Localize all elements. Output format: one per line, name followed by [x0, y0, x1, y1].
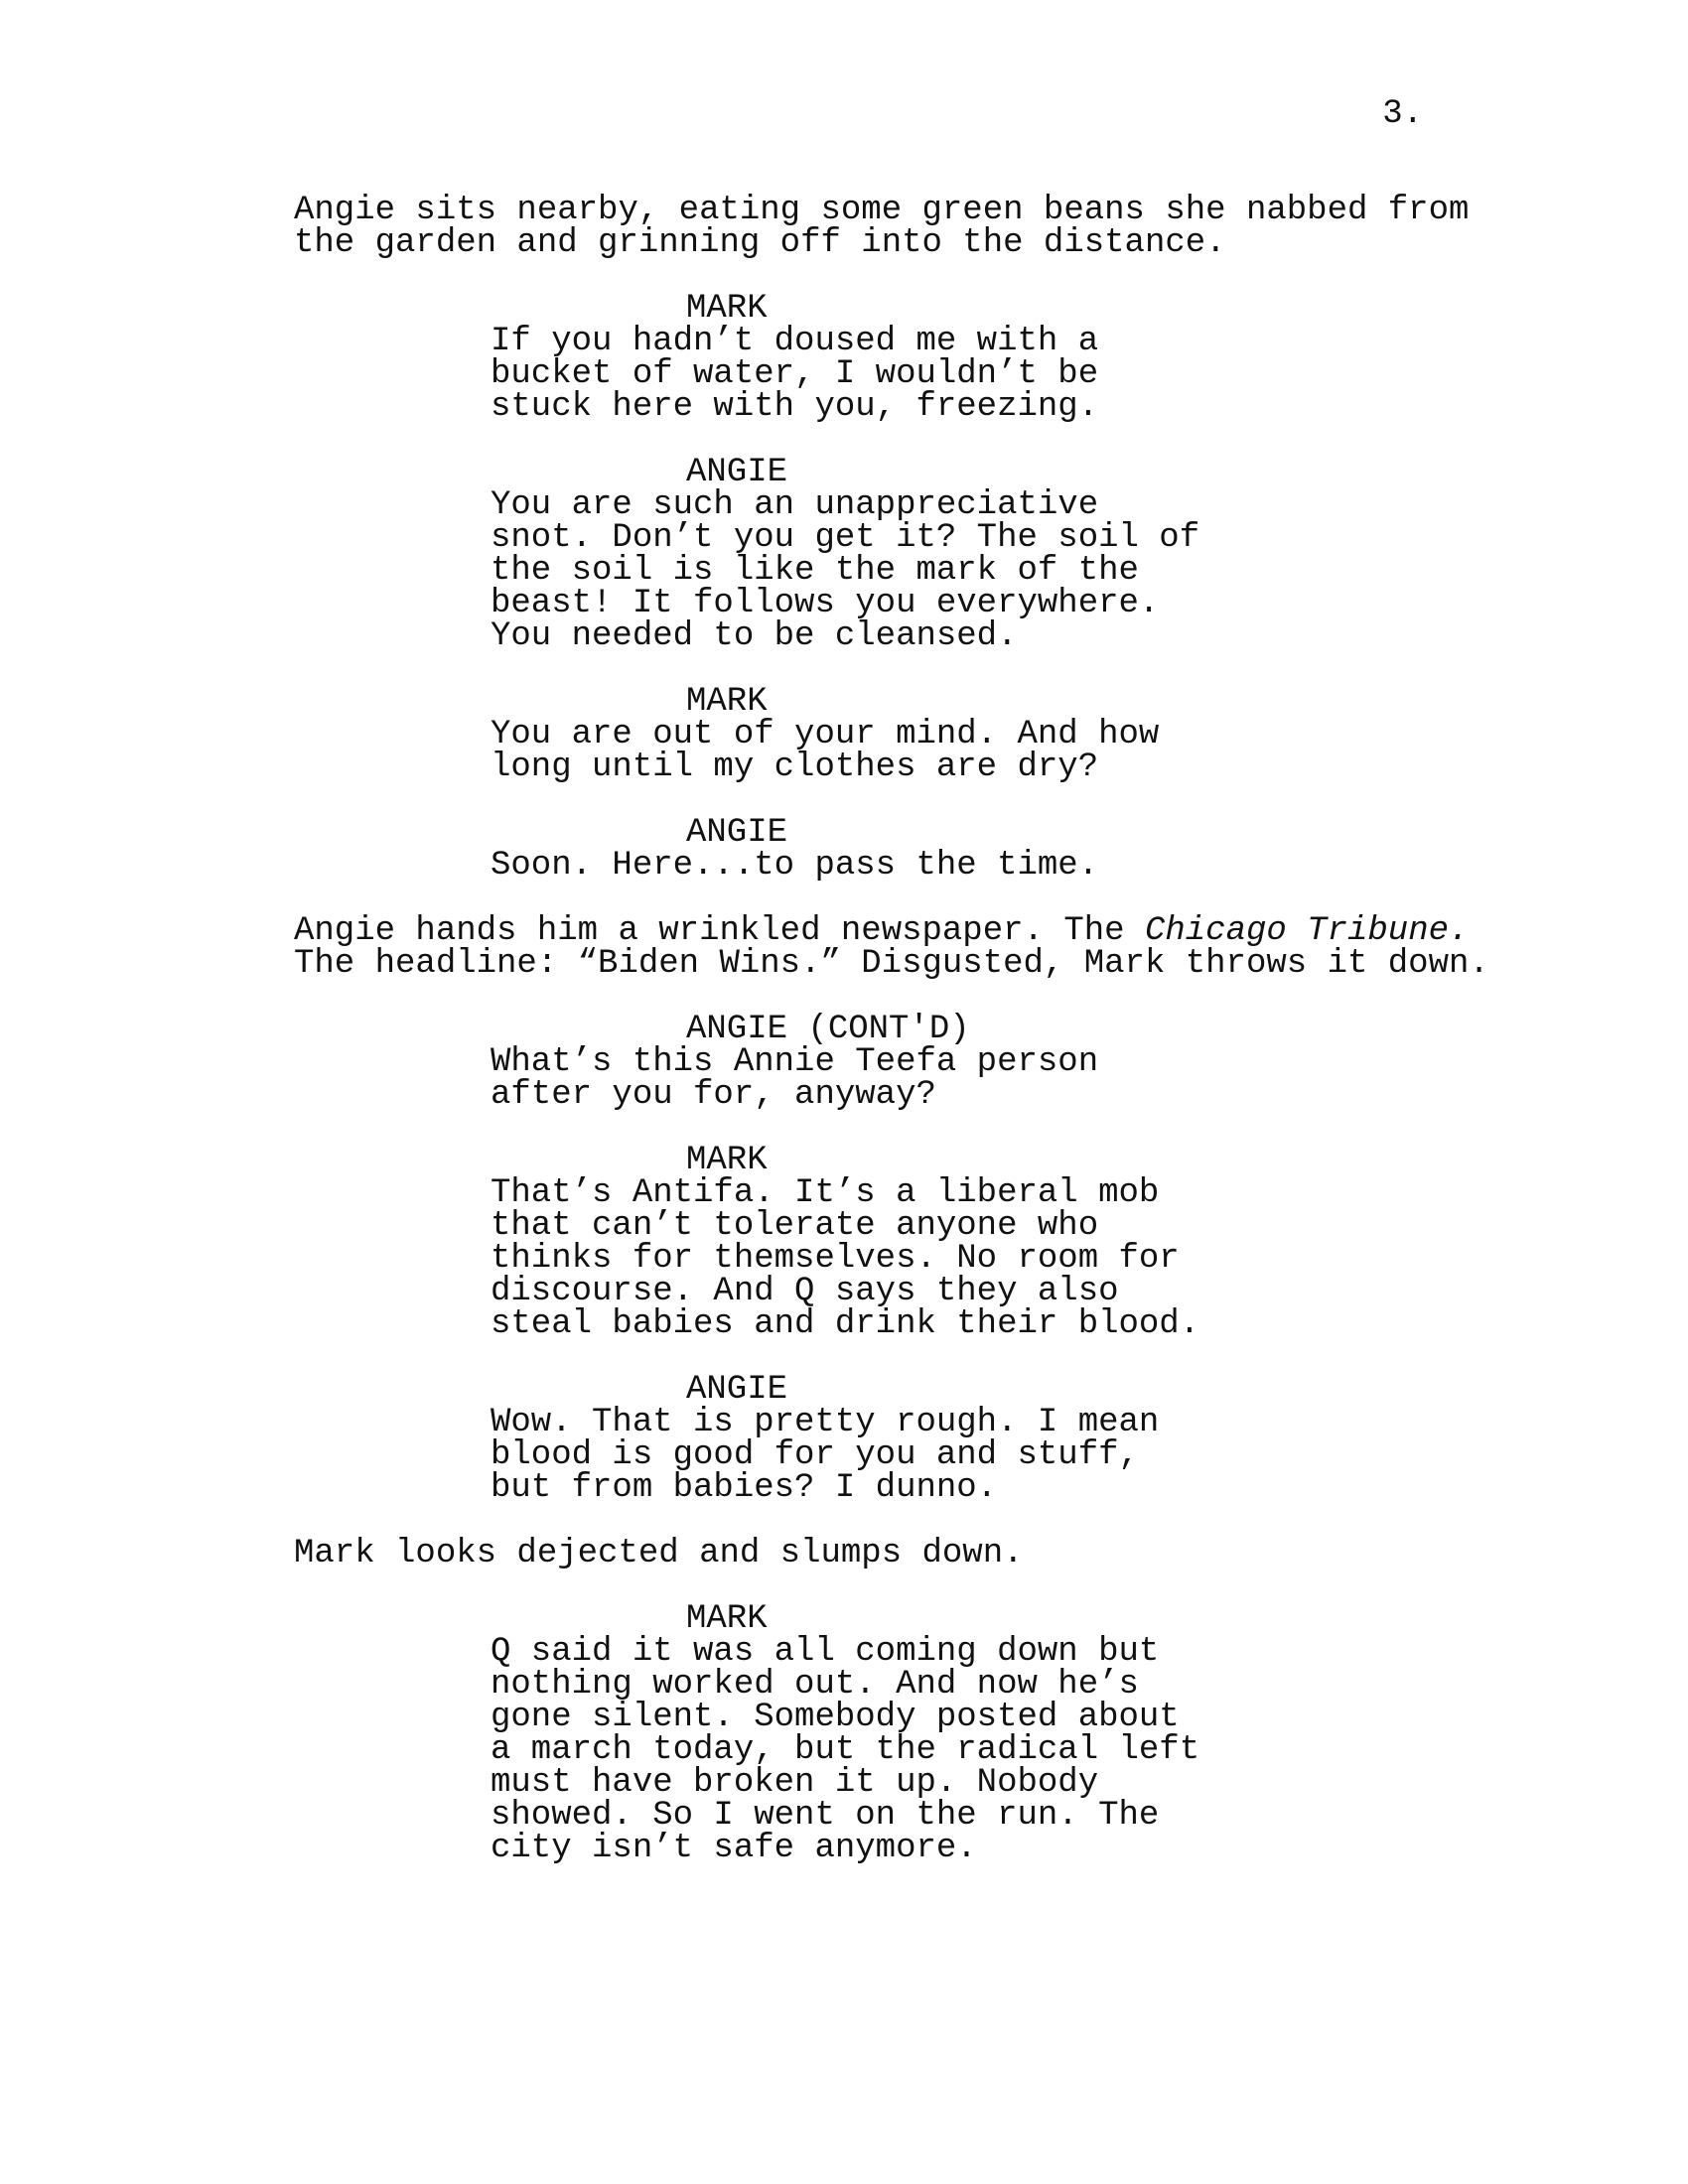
dialogue-block-angie — [294, 1011, 1446, 1114]
character-name: MARK — [686, 683, 768, 721]
character-name: ANGIE — [686, 454, 788, 491]
dialogue-text: You are out of your mind. And how long until my clothes are dry? — [491, 716, 1160, 786]
action-line — [294, 912, 1489, 983]
dialogue-block-mark — [294, 290, 1446, 426]
screenplay-body — [294, 192, 1489, 1898]
character-name: MARK — [686, 1600, 768, 1638]
action-text: The headline: “Biden Wins.” Disgusted, Mark throws it down. — [294, 945, 1489, 983]
dialogue-text: Soon. Here...to pass the time. — [491, 847, 1099, 885]
dialogue-block-mark — [294, 1600, 1446, 1867]
action-line: Mark looks dejected and slumps down. — [294, 1535, 1024, 1572]
dialogue-block-mark — [294, 1142, 1446, 1343]
action-text: Angie hands him a wrinkled newspaper. The — [294, 912, 1145, 950]
character-name: ANGIE (CONT'D) — [686, 1011, 970, 1048]
dialogue-block-angie — [294, 1371, 1446, 1507]
page-number: 3. — [1382, 95, 1423, 133]
dialogue-block-angie — [294, 454, 1446, 655]
dialogue-text: If you hadn’t doused me with a bucket of water, I wouldn’t be stuck here with you, freezing. — [491, 323, 1099, 426]
dialogue-block-angie — [294, 814, 1446, 885]
action-line: Angie sits nearby, eating some green beans she nabbed from the garden and grinning off into the distance. — [294, 192, 1470, 262]
newspaper-title: Chicago Tribune. — [1144, 912, 1470, 950]
dialogue-text: Wow. That is pretty rough. I mean blood is good for you and stuff, but from babies? I dunno. — [491, 1404, 1160, 1507]
dialogue-text: Q said it was all coming down but nothing worked out. And now he’s gone silent. Somebody posted about a march today, but the radical left must have broken it up. Nobody showed. So I went on the run. The city isn’t safe anymore. — [491, 1633, 1200, 1867]
dialogue-text: What’s this Annie Teefa person after you for, anyway? — [491, 1043, 1099, 1114]
character-name: ANGIE — [686, 814, 788, 852]
dialogue-block-mark — [294, 683, 1446, 786]
dialogue-text: You are such an unappreciative snot. Don’t you get it? The soil of the soil is like the mark of the beast! It follows you everywhere. You needed to be cleansed. — [491, 486, 1200, 655]
character-name: MARK — [686, 290, 768, 328]
character-name: ANGIE — [686, 1371, 788, 1409]
character-name: MARK — [686, 1142, 768, 1179]
dialogue-text: That’s Antifa. It’s a liberal mob that can’t tolerate anyone who thinks for themselves. No room for discourse. And Q says they also steal babies and drink their blood. — [491, 1174, 1200, 1343]
